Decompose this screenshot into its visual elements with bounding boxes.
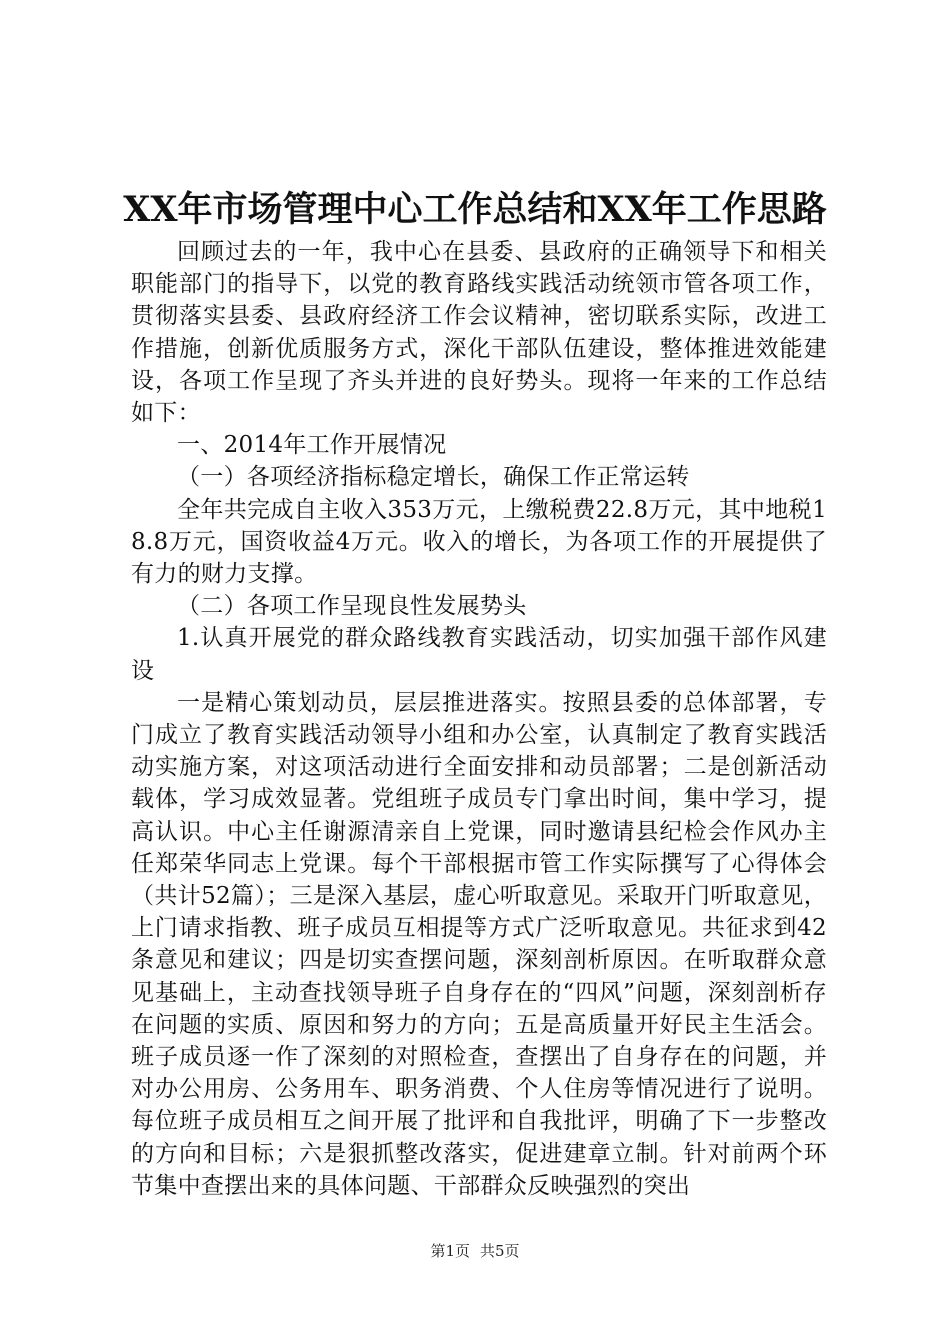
page-number: 第1页: [430, 1242, 470, 1260]
page-footer: [0, 1240, 950, 1262]
document-body: [131, 236, 827, 1202]
document-title: XX年市场管理中心工作总结和XX年工作思路: [123, 189, 827, 230]
page-total: 共5页: [480, 1242, 520, 1260]
income-paragraph: 全年共完成自主收入353万元，上缴税费22.8万元，其中地税18.8万元，国资收益4万元。收入的增长，为各项工作的开展提供了有力的财力支撑。: [131, 496, 827, 588]
item-heading-1: 1.认真开展党的群众路线教育实践活动，切实加强干部作风建设: [131, 625, 827, 684]
section-heading-1: 一、2014年工作开展情况: [177, 432, 447, 459]
subsection-heading-1: （一）各项经济指标稳定增长，确保工作正常运转: [177, 464, 690, 491]
subsection-heading-2: （二）各项工作呈现良性发展势头: [177, 593, 527, 620]
activity-paragraph: 一是精心策划动员，层层推进落实。按照县委的总体部署，专门成立了教育实践活动领导小组和办公室，认真制定了教育实践活动实施方案，对这项活动进行全面安排和动员部署；二是创新活动载体，学习成效显著。党组班子成员专门拿出时间，集中学习，提高认识。中心主任谢源清亲自上党课，同时邀请县纪检会作风办主任郑荣华同志上党课。每个干部根据市管工作实际撰写了心得体会（共计52篇）；三是深入基层，虚心听取意见。采取开门听取意见，上门请求指教、班子成员互相提等方式广泛听取意见。共征求到42条意见和建议；四是切实查摆问题，深刻剖析原因。在听取群众意见基础上，主动查找领导班子自身存在的“四风”问题，深刻剖析存在问题的实质、原因和努力的方向；五是高质量开好民主生活会。班子成员逐一作了深刻的对照检查，查摆出了自身存在的问题，并对办公用房、公务用车、职务消费、个人住房等情况进行了说明。每位班子成员相互之间开展了批评和自我批评，明确了下一步整改的方向和目标；六是狠抓整改落实，促进建章立制。针对前两个环节集中查摆出来的具体问题、干部群众反映强烈的突出: [131, 689, 827, 1199]
intro-paragraph: 回顾过去的一年，我中心在县委、县政府的正确领导下和相关职能部门的指导下，以党的教育路线实践活动统领市管各项工作，贯彻落实县委、县政府经济工作会议精神，密切联系实际，改进工作措施，创新优质服务方式，深化干部队伍建设，整体推进效能建设，各项工作呈现了齐头并进的良好势头。现将一年来的工作总结如下：: [131, 239, 827, 427]
